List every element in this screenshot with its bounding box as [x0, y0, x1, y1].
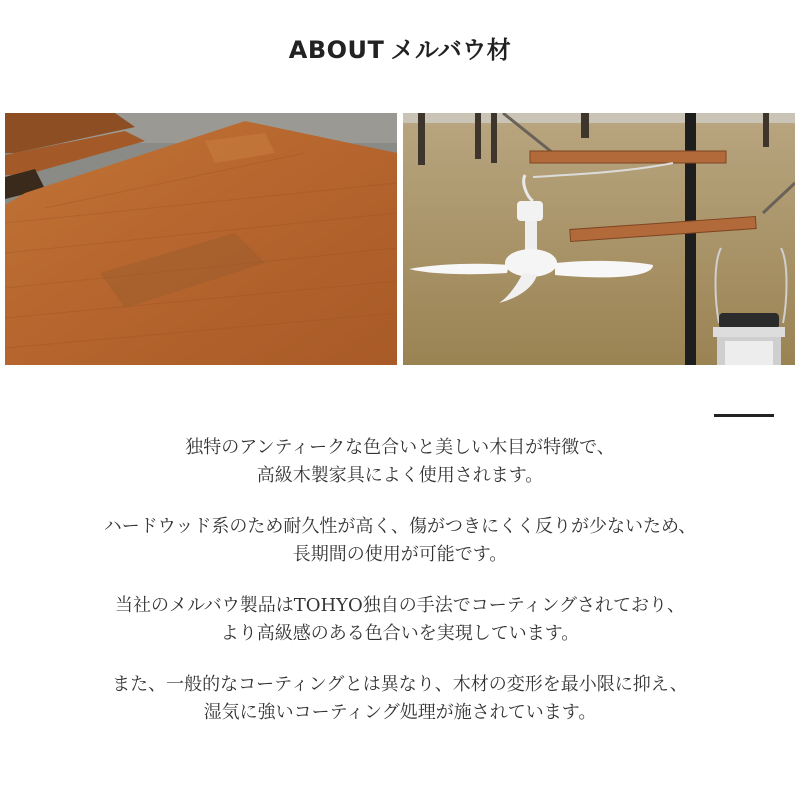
paragraph	[0, 513, 800, 569]
paragraph	[0, 671, 800, 727]
text-line: より高級感のある色合いを実現しています。	[220, 623, 580, 644]
title-en: ABOUT	[288, 36, 385, 64]
wood-tabletop-photo	[5, 113, 397, 365]
text-line: 独特のアンティークな色合いと美しい木目が特徴で、	[185, 437, 615, 458]
page-title	[0, 30, 800, 65]
text-line: 当社のメルバウ製品はTOHYO独自の手法でコーティングされており、	[114, 595, 686, 616]
camping-fan-lantern-photo	[403, 113, 795, 365]
text-line: 長期間の使用が可能です。	[292, 544, 508, 565]
description-text	[0, 434, 800, 750]
title-jp: メルバウ材	[390, 36, 512, 64]
divider-line	[714, 414, 774, 417]
paragraph	[0, 592, 800, 648]
text-line: ハードウッド系のため耐久性が高く、傷がつきにくく反りが少ないため、	[103, 516, 697, 537]
paragraph	[0, 434, 800, 490]
text-line: 湿気に強いコーティング処理が施されています。	[203, 702, 597, 723]
text-line: また、一般的なコーティングとは異なり、木材の変形を最小限に抑え、	[112, 674, 688, 695]
text-line: 高級木製家具によく使用されます。	[256, 465, 544, 486]
